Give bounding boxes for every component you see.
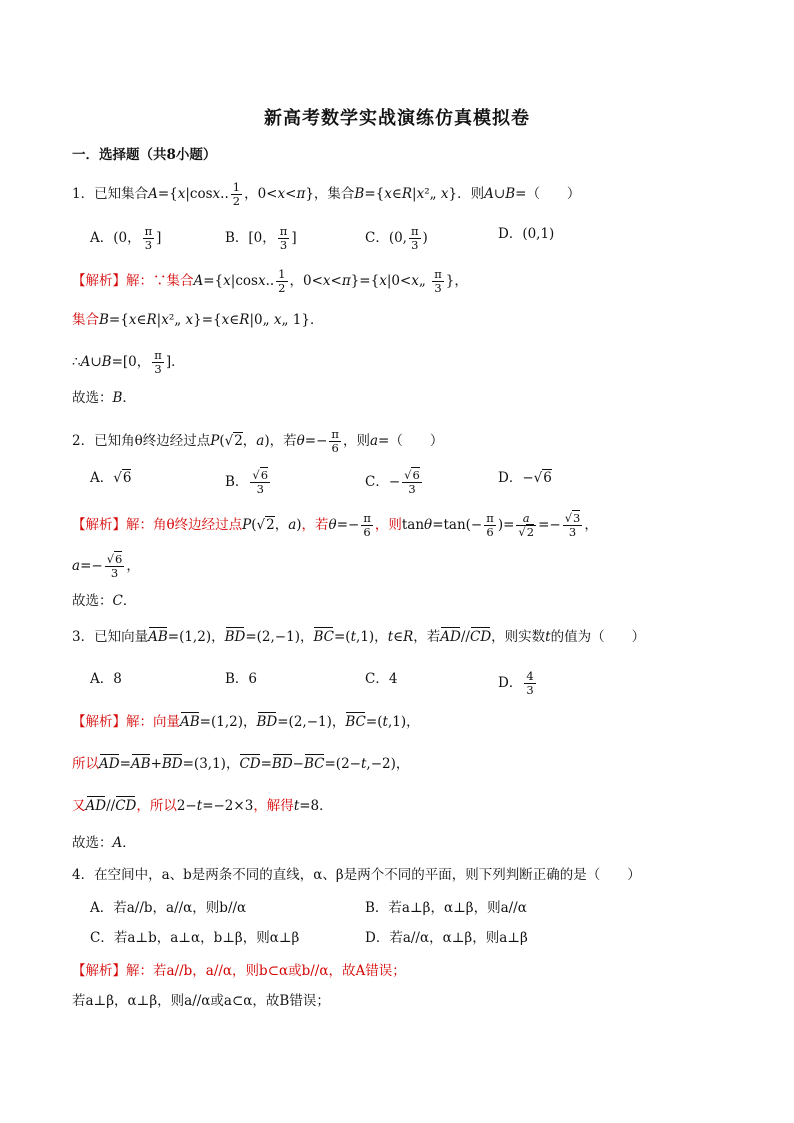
- q2-sol-text-a: 解：角θ终边经过点: [126, 517, 243, 533]
- q3-solution-2: 所以AD=AB+BD=(3,1)，CD=BD−BC=(2−t,−2)，: [72, 756, 410, 772]
- q2-text-c: ，则: [342, 433, 370, 449]
- q2-option-a: A．√6: [90, 470, 132, 486]
- q1-text-d: （ ）: [526, 186, 581, 202]
- q1-option-a: A．(0， $\frac{\pi}{3}$ ]: [90, 224, 162, 252]
- q4-option-c: C．若a⊥b，a⊥α，b⊥β，则α⊥β: [90, 930, 300, 946]
- section-heading: 一．选择题（共8小题）: [72, 147, 217, 163]
- q1-sol2-text: 集合: [72, 312, 99, 328]
- q1-option-d: D．(0,1): [498, 226, 555, 242]
- q3-option-b: B．6: [225, 671, 258, 687]
- q1-answer-letter: B: [112, 390, 123, 406]
- q3-answer: 故选：A．: [72, 835, 136, 851]
- q1-option-b: B．[0， $\frac{\pi}{3}$ ]: [225, 224, 297, 252]
- q4-sol1-text: 解：若a//b，a//α，则b⊂α或b//α，故A错误；: [126, 963, 406, 979]
- q4-option-d: D．若a//α，α⊥β，则a⊥β: [365, 930, 528, 946]
- q3-text-a: 3．已知向量: [72, 629, 149, 645]
- solution-label: 【解析】: [72, 517, 126, 533]
- q3-option-a: A．8: [90, 671, 122, 687]
- q2-answer: 故选：C．: [72, 593, 137, 609]
- q1-text-b: ，集合: [313, 186, 355, 202]
- question-4-stem: 4．在空间中，a、b是两条不同的直线，α、β是两个不同的平面，则下列判断正确的是（ ）: [72, 867, 641, 883]
- q2-text-a: 2．已知角θ终边经过点: [72, 433, 211, 449]
- q3-option-d: D． $\frac{4}{3}$: [498, 669, 534, 697]
- q3-solution-1: 【解析】解：向量AB=(1,2)，BD=(2,−1)，BC=(t,1)，: [72, 714, 420, 730]
- q2-solution-2: a=− $\frac{√6}{3}$ ，: [72, 552, 140, 580]
- q1-answer-label: 故选：: [72, 390, 113, 406]
- q3-answer-letter: A: [112, 835, 123, 851]
- q2-sol-text-c: ，则: [374, 517, 402, 533]
- q2-text-b: ，若: [269, 433, 297, 449]
- q4-option-b: B．若a⊥β，α⊥β，则a//α: [365, 900, 527, 916]
- q3-solution-3: 又AD//CD，所以2−t=−2×3，解得t=8．: [72, 798, 333, 814]
- q1-sol-text: 解：∵集合: [126, 273, 194, 289]
- q4-option-a: A．若a//b，a//α，则b//α: [90, 900, 247, 916]
- q3-sol3-text-c: ，解得: [253, 798, 294, 814]
- q1-solution-3: ∴A∪B=[0， $\frac{\pi}{3}$ ]．: [72, 348, 185, 376]
- q2-option-d: D．−√6: [498, 470, 552, 486]
- q2-sol-text-b: ，若: [301, 517, 329, 533]
- q1-text-c: ．则: [457, 186, 485, 202]
- page-title: 新高考数学实战演练仿真模拟卷: [264, 108, 530, 129]
- solution-label: 【解析】: [72, 273, 126, 289]
- q2-option-c: C．− $\frac{√6}{3}$: [365, 468, 420, 496]
- q1-text-a: 1．已知集合: [72, 186, 149, 202]
- q1-sol3-text: ∴: [72, 354, 81, 370]
- q1-solution-2: 集合B={x∈R|x²„ x}={x∈R|0„ x„ 1}．: [72, 312, 324, 328]
- q3-sol2-text: 所以: [72, 756, 99, 772]
- solution-label: 【解析】: [72, 963, 126, 979]
- q2-solution-1: 【解析】解：角θ终边经过点P(√2，a)，若θ=− $\frac{\pi}{6}$ ，则tanθ=tan(− $\frac{\pi}{6}$ )= $\frac{a}{√2}$ =− $\frac{√3}{3}$ ，: [72, 511, 598, 539]
- q1-answer: 故选：B．: [72, 390, 136, 406]
- q2-answer-label: 故选：: [72, 593, 113, 609]
- q2-option-b: B． $\frac{√6}{3}$: [225, 468, 269, 496]
- question-3-stem: 3．已知向量AB=(1,2)，BD=(2,−1)，BC=(t,1)，t∈R，若AD//CD，则实数t的值为（ ）: [72, 629, 646, 645]
- solution-label: 【解析】: [72, 714, 126, 730]
- q1-solution-1: 【解析】解：∵集合A={x|cosx.. $\frac{1}{2}$ ，0<x<π}={x|0<x„ $\frac{\pi}{3}$ }，: [72, 267, 468, 295]
- q3-answer-label: 故选：: [72, 835, 113, 851]
- q3-text-b: ，若: [413, 629, 441, 645]
- q4-solution-1: [72, 962, 752, 980]
- q3-text-d: 的值为（ ）: [550, 629, 646, 645]
- q2-text-d: （ ）: [389, 433, 444, 449]
- q3-sol-text-a: 解：向量: [126, 714, 180, 730]
- q1-option-c: C．(0, $\frac{\pi}{3}$ ): [365, 224, 428, 252]
- q4-solution-2: 若a⊥β，α⊥β，则a//α或a⊂α，故B错误；: [72, 993, 330, 1009]
- q3-sol3-text-b: ，所以: [136, 798, 177, 814]
- q3-option-c: C．4: [365, 671, 398, 687]
- q3-text-c: ，则实数: [491, 629, 546, 645]
- question-2-stem: 2．已知角θ终边经过点P(√2，a)，若θ=− $\frac{\pi}{6}$ ，则a=（ ）: [72, 427, 444, 455]
- question-1-stem: 1．已知集合A={x|cosx.. $\frac{1}{2}$ ，0<x<π}，集合B={x∈R|x²„ x}．则A∪B=（ ）: [72, 180, 581, 208]
- q3-sol3-text-a: 又: [72, 798, 86, 814]
- q1-frac-half: $\frac{1}{2}$: [232, 180, 241, 208]
- q2-answer-letter: C: [112, 593, 123, 609]
